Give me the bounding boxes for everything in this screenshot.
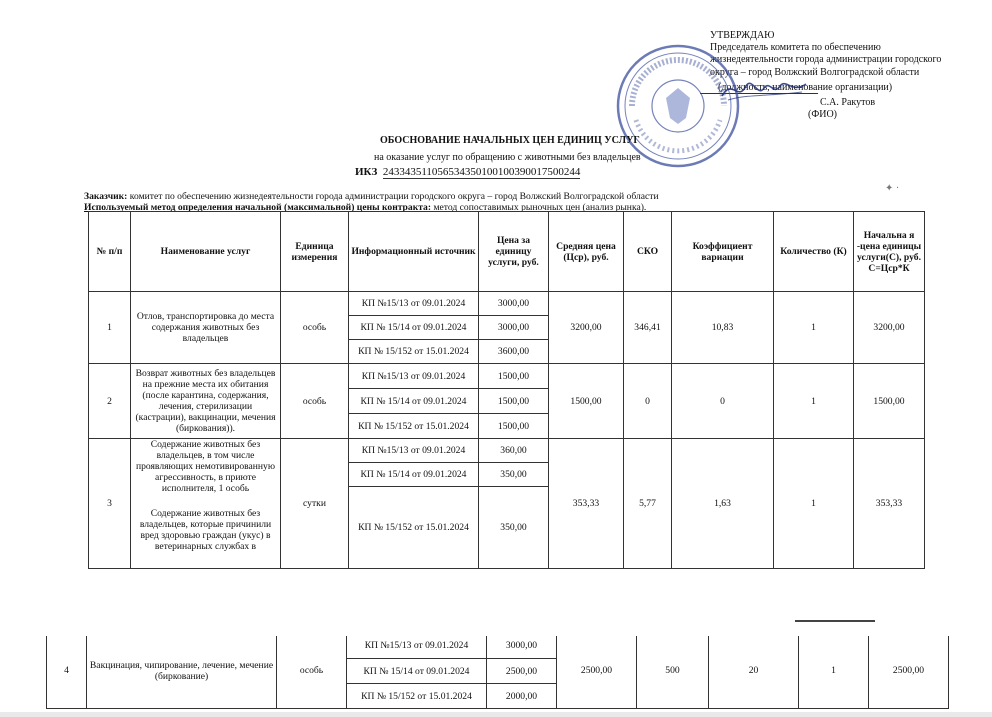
price-cell: 1500,00 bbox=[479, 364, 549, 389]
service-name: Отлов, транспортировка до места содержания животных без владельцев bbox=[131, 292, 281, 364]
avg-price-cell: 353,33 bbox=[549, 439, 624, 569]
header-cell: СКО bbox=[624, 212, 672, 292]
source-cell: КП № 15/14 от 09.01.2024 bbox=[349, 463, 479, 487]
table-header-row bbox=[89, 212, 925, 292]
header-cell: Коэффициент вариации bbox=[672, 212, 774, 292]
price-cell: 2000,00 bbox=[487, 684, 557, 709]
header-cell: Количество (К) bbox=[774, 212, 854, 292]
source-cell: КП №15/13 от 09.01.2024 bbox=[347, 636, 487, 659]
quantity-cell: 1 bbox=[774, 439, 854, 569]
variation-cell: 20 bbox=[709, 636, 799, 709]
source-cell: КП №15/13 от 09.01.2024 bbox=[349, 364, 479, 389]
source-cell: КП № 15/152 от 15.01.2024 bbox=[349, 340, 479, 364]
signature-icon bbox=[718, 72, 810, 106]
service-name-secondary: Содержание животных без владельцев, которые причинили вред здоровью граждан (укус) в ветеринарных службах в bbox=[139, 508, 272, 552]
price-cell: 1500,00 bbox=[479, 414, 549, 439]
row-number: 1 bbox=[89, 292, 131, 364]
variation-cell: 1,63 bbox=[672, 439, 774, 569]
price-cell: 3000,00 bbox=[479, 292, 549, 316]
avg-price-cell: 2500,00 bbox=[557, 636, 637, 709]
source-cell: КП № 15/152 от 15.01.2024 bbox=[349, 487, 479, 569]
service-name-cell bbox=[131, 439, 281, 569]
approval-line: Председатель комитета по обеспечению bbox=[710, 42, 881, 54]
sko-cell: 0 bbox=[624, 364, 672, 439]
source-cell: КП № 15/152 от 15.01.2024 bbox=[349, 414, 479, 439]
source-cell: КП № 15/14 от 09.01.2024 bbox=[349, 316, 479, 340]
header-cell: Информационный источник bbox=[349, 212, 479, 292]
price-cell: 360,00 bbox=[479, 439, 549, 463]
source-cell: КП №15/13 от 09.01.2024 bbox=[349, 439, 479, 463]
table-row bbox=[89, 292, 925, 316]
ikz-value: 243343511056534350100100390017500244 bbox=[382, 166, 581, 178]
scan-edge bbox=[0, 712, 992, 717]
header-cell: Единица измерения bbox=[281, 212, 349, 292]
start-price-cell: 2500,00 bbox=[869, 636, 949, 709]
approval-line: округа – город Волжский Волгоградской области bbox=[710, 66, 920, 78]
unit-cell: особь bbox=[277, 636, 347, 709]
source-cell: КП №15/13 от 09.01.2024 bbox=[349, 292, 479, 316]
row-number: 2 bbox=[89, 364, 131, 439]
variation-cell: 0 bbox=[672, 364, 774, 439]
header-cell: Наименование услуг bbox=[131, 212, 281, 292]
approval-line: жизнедеятельности города администрации городского bbox=[710, 54, 942, 66]
service-name: Вакцинация, чипирование, лечение, мечение (биркование) bbox=[87, 636, 277, 709]
method-label: Используемый метод определения начальной (максимальной) цены контракта: bbox=[84, 202, 432, 213]
quantity-cell: 1 bbox=[774, 364, 854, 439]
source-cell: КП № 15/152 от 15.01.2024 bbox=[347, 684, 487, 709]
page-gap bbox=[0, 597, 992, 635]
price-cell: 3600,00 bbox=[479, 340, 549, 364]
page-gap-divider bbox=[795, 620, 875, 622]
header-cell: Средняя цена (Цср), руб. bbox=[549, 212, 624, 292]
continuation-clip bbox=[46, 636, 950, 712]
price-justification-table-continued bbox=[46, 636, 949, 709]
row-number: 3 bbox=[89, 439, 131, 569]
method-value: метод сопоставимых рыночных цен (анализ рынка). bbox=[433, 202, 647, 213]
start-price-cell: 353,33 bbox=[854, 439, 925, 569]
price-cell: 2500,00 bbox=[487, 659, 557, 684]
customer-label: Заказчик: bbox=[84, 191, 128, 202]
document-title: ОБОСНОВАНИЕ НАЧАЛЬНЫХ ЦЕН ЕДИНИЦ УСЛУГ bbox=[380, 135, 640, 146]
customer-value: комитет по обеспечению жизнедеятельности города администрации городского округа – город Волжский Волгоградской области bbox=[129, 191, 659, 202]
header-cell: № п/п bbox=[89, 212, 131, 292]
source-cell: КП № 15/14 от 09.01.2024 bbox=[347, 659, 487, 684]
header-cell: Начальна я -цена единицы услуги(С), руб. С=Цср*К bbox=[854, 212, 925, 292]
start-price-cell: 1500,00 bbox=[854, 364, 925, 439]
service-name: Содержание животных без владельцев, в том числе проявляющих немотивированную агрессивность, в приюте исполнителя, 1 особь bbox=[135, 439, 276, 494]
price-cell: 1500,00 bbox=[479, 389, 549, 414]
service-name: Возврат животных без владельцев на прежние места их обитания (после карантина, содержания, лечения, стерилизации (кастрации), вакцинации, мечения (биркования)). bbox=[131, 364, 281, 439]
approval-position-label: (должность, наименование организации) bbox=[718, 81, 893, 93]
avg-price-cell: 1500,00 bbox=[549, 364, 624, 439]
ikz-label: ИКЗ bbox=[355, 166, 378, 178]
fio-label: (ФИО) bbox=[808, 109, 838, 120]
variation-cell: 10,83 bbox=[672, 292, 774, 364]
document-subtitle: на оказание услуг по обращению с животными без владельцев bbox=[374, 152, 641, 163]
sko-cell: 500 bbox=[637, 636, 709, 709]
unit-cell: сутки bbox=[281, 439, 349, 569]
customer-line bbox=[84, 191, 659, 202]
start-price-cell: 3200,00 bbox=[854, 292, 925, 364]
source-cell: КП № 15/14 от 09.01.2024 bbox=[349, 389, 479, 414]
ikz-line bbox=[355, 166, 580, 178]
margin-mark-icon: ✦ · bbox=[885, 183, 900, 194]
unit-cell: особь bbox=[281, 292, 349, 364]
quantity-cell: 1 bbox=[774, 292, 854, 364]
row-number: 4 bbox=[47, 636, 87, 709]
unit-cell: особь bbox=[281, 364, 349, 439]
header-cell: Цена за единицу услуги, руб. bbox=[479, 212, 549, 292]
signer-name: С.А. Ракутов bbox=[820, 97, 876, 108]
sko-cell: 5,77 bbox=[624, 439, 672, 569]
table-row bbox=[89, 364, 925, 389]
quantity-cell: 1 bbox=[799, 636, 869, 709]
price-cell: 350,00 bbox=[479, 463, 549, 487]
sko-cell: 346,41 bbox=[624, 292, 672, 364]
price-cell: 350,00 bbox=[479, 487, 549, 569]
price-cell: 3000,00 bbox=[479, 316, 549, 340]
price-justification-table bbox=[88, 211, 925, 569]
approval-heading: УТВЕРЖДАЮ bbox=[710, 30, 775, 41]
table-row bbox=[89, 439, 925, 463]
avg-price-cell: 3200,00 bbox=[549, 292, 624, 364]
price-cell: 3000,00 bbox=[487, 636, 557, 659]
table-row bbox=[47, 636, 949, 659]
